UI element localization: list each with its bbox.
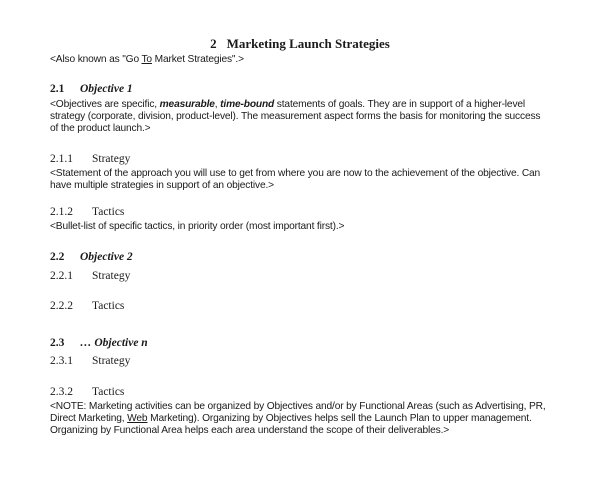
heading-2-2-1: 2.2.1 Strategy	[50, 270, 131, 282]
objective-1-description: <Objectives are specific, measurable, time-bound statements of goals. They are in support of a higher-level strategy (corporate, division, product-level). The measurement aspect forms the basis for monitoring the success of the product launch.>	[50, 99, 541, 135]
section-number: 2	[210, 36, 217, 51]
section-title-text: Marketing Launch Strategies	[226, 36, 390, 51]
heading-2-3-1: 2.3.1 Strategy	[50, 355, 131, 367]
heading-2-2: 2.2 Objective 2	[50, 251, 133, 263]
heading-2-3: 2.3 … Objective n	[50, 337, 148, 349]
heading-2-1: 2.1 Objective 1	[50, 83, 133, 95]
tactics-1-description: <Bullet-list of specific tactics, in priority order (most important first).>	[50, 221, 345, 232]
heading-2-2-2: 2.2.2 Tactics	[50, 300, 125, 312]
heading-2-3-2: 2.3.2 Tactics	[50, 386, 125, 398]
heading-2-1-2: 2.1.2 Tactics	[50, 206, 125, 218]
section-title	[0, 36, 600, 52]
also-known-as-note: <Also known as "Go To Market Strategies".>	[50, 54, 244, 65]
tactics-n-note: <NOTE: Marketing activities can be organized by Objectives and/or by Functional Areas (such as Advertising, PR, Direct Marketing, Web Marketing). Organizing by Objectives helps sell the Launch Plan to upper management. Organizing by Functional Area helps each area understand the scope of their deliverables.>	[50, 401, 546, 437]
strategy-1-description: <Statement of the approach you will use to get from where you are now to the achievement of the objective. Can have multiple strategies in support of an objective.>	[50, 168, 541, 192]
heading-2-1-1: 2.1.1 Strategy	[50, 153, 131, 165]
